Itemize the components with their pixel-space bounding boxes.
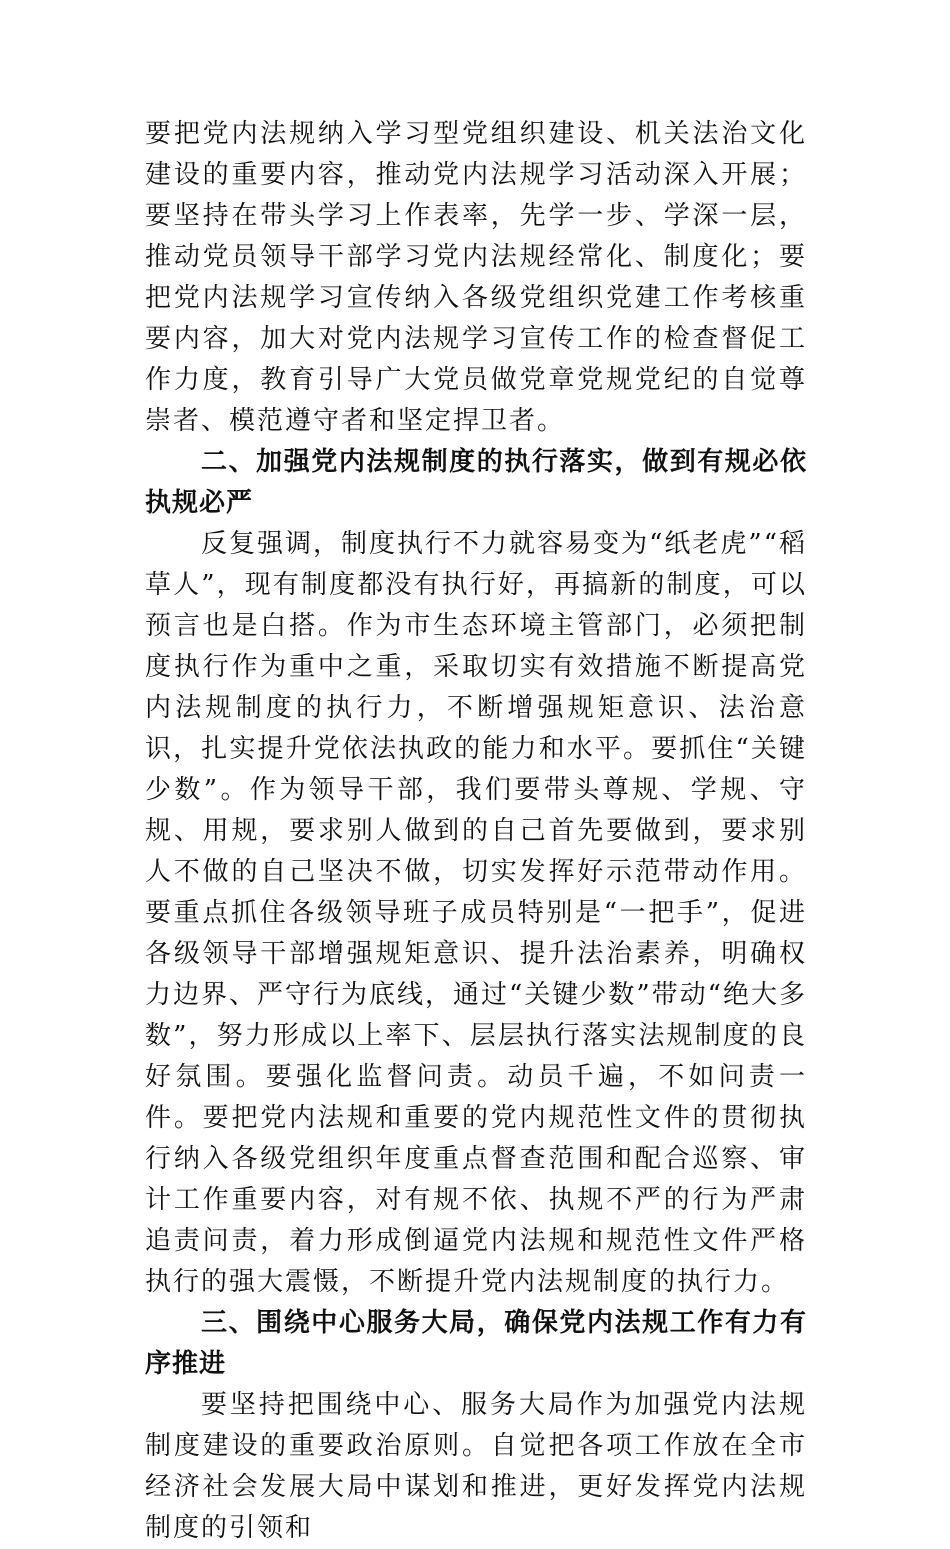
document-page [145,114,807,1549]
section-heading-3: 三、围绕中心服务大局，确保党内法规工作有力有序推进 [145,1308,807,1379]
body-paragraph-1: 要把党内法规纳入学习型党组织建设、机关法治文化建设的重要内容，推动党内法规学习活动深入开展；要坚持在带头学习上作表率，先学一步、学深一层，推动党员领导干部学习党内法规经常化、制度化；要把党内法规学习宣传纳入各级党组织党建工作考核重要内容，加大对党内法规学习宣传工作的检查督促工作力度，教育引导广大党员做党章党规党纪的自觉尊崇者、模范遵守者和坚定捍卫者。 [145,119,807,436]
section-heading-2: 二、加强党内法规制度的执行落实，做到有规必依执规必严 [145,447,807,518]
body-paragraph-2: 反复强调，制度执行不力就容易变为“纸老虎”“稻草人”，现有制度都没有执行好，再搞新的制度，可以预言也是白搭。作为市生态环境主管部门，必须把制度执行作为重中之重，采取切实有效措施不断提高党内法规制度的执行力，不断增强规矩意识、法治意识，扎实提升党依法执政的能力和水平。要抓住“关键少数”。作为领导干部，我们要带头尊规、学规、守规、用规，要求别人做到的自己首先要做到，要求别人不做的自己坚决不做，切实发挥好示范带动作用。要重点抓住各级领导班子成员特别是“一把手”，促进各级领导干部增强规矩意识、提升法治素养，明确权力边界、严守行为底线，通过“关键少数”带动“绝大多数”，努力形成以上率下、层层执行落实法规制度的良好氛围。要强化监督问责。动员千遍，不如问责一件。要把党内法规和重要的党内规范性文件的贯彻执行纳入各级党组织年度重点督查范围和配合巡察、审计工作重要内容，对有规不依、执规不严的行为严肃追责问责，着力形成倒逼党内法规和规范性文件严格执行的强大震慑，不断提升党内法规制度的执行力。 [145,529,807,1297]
body-paragraph-3: 要坚持把围绕中心、服务大局作为加强党内法规制度建设的重要政治原则。自觉把各项工作放在全市经济社会发展大局中谋划和推进，更好发挥党内法规制度的引领和 [145,1390,807,1543]
